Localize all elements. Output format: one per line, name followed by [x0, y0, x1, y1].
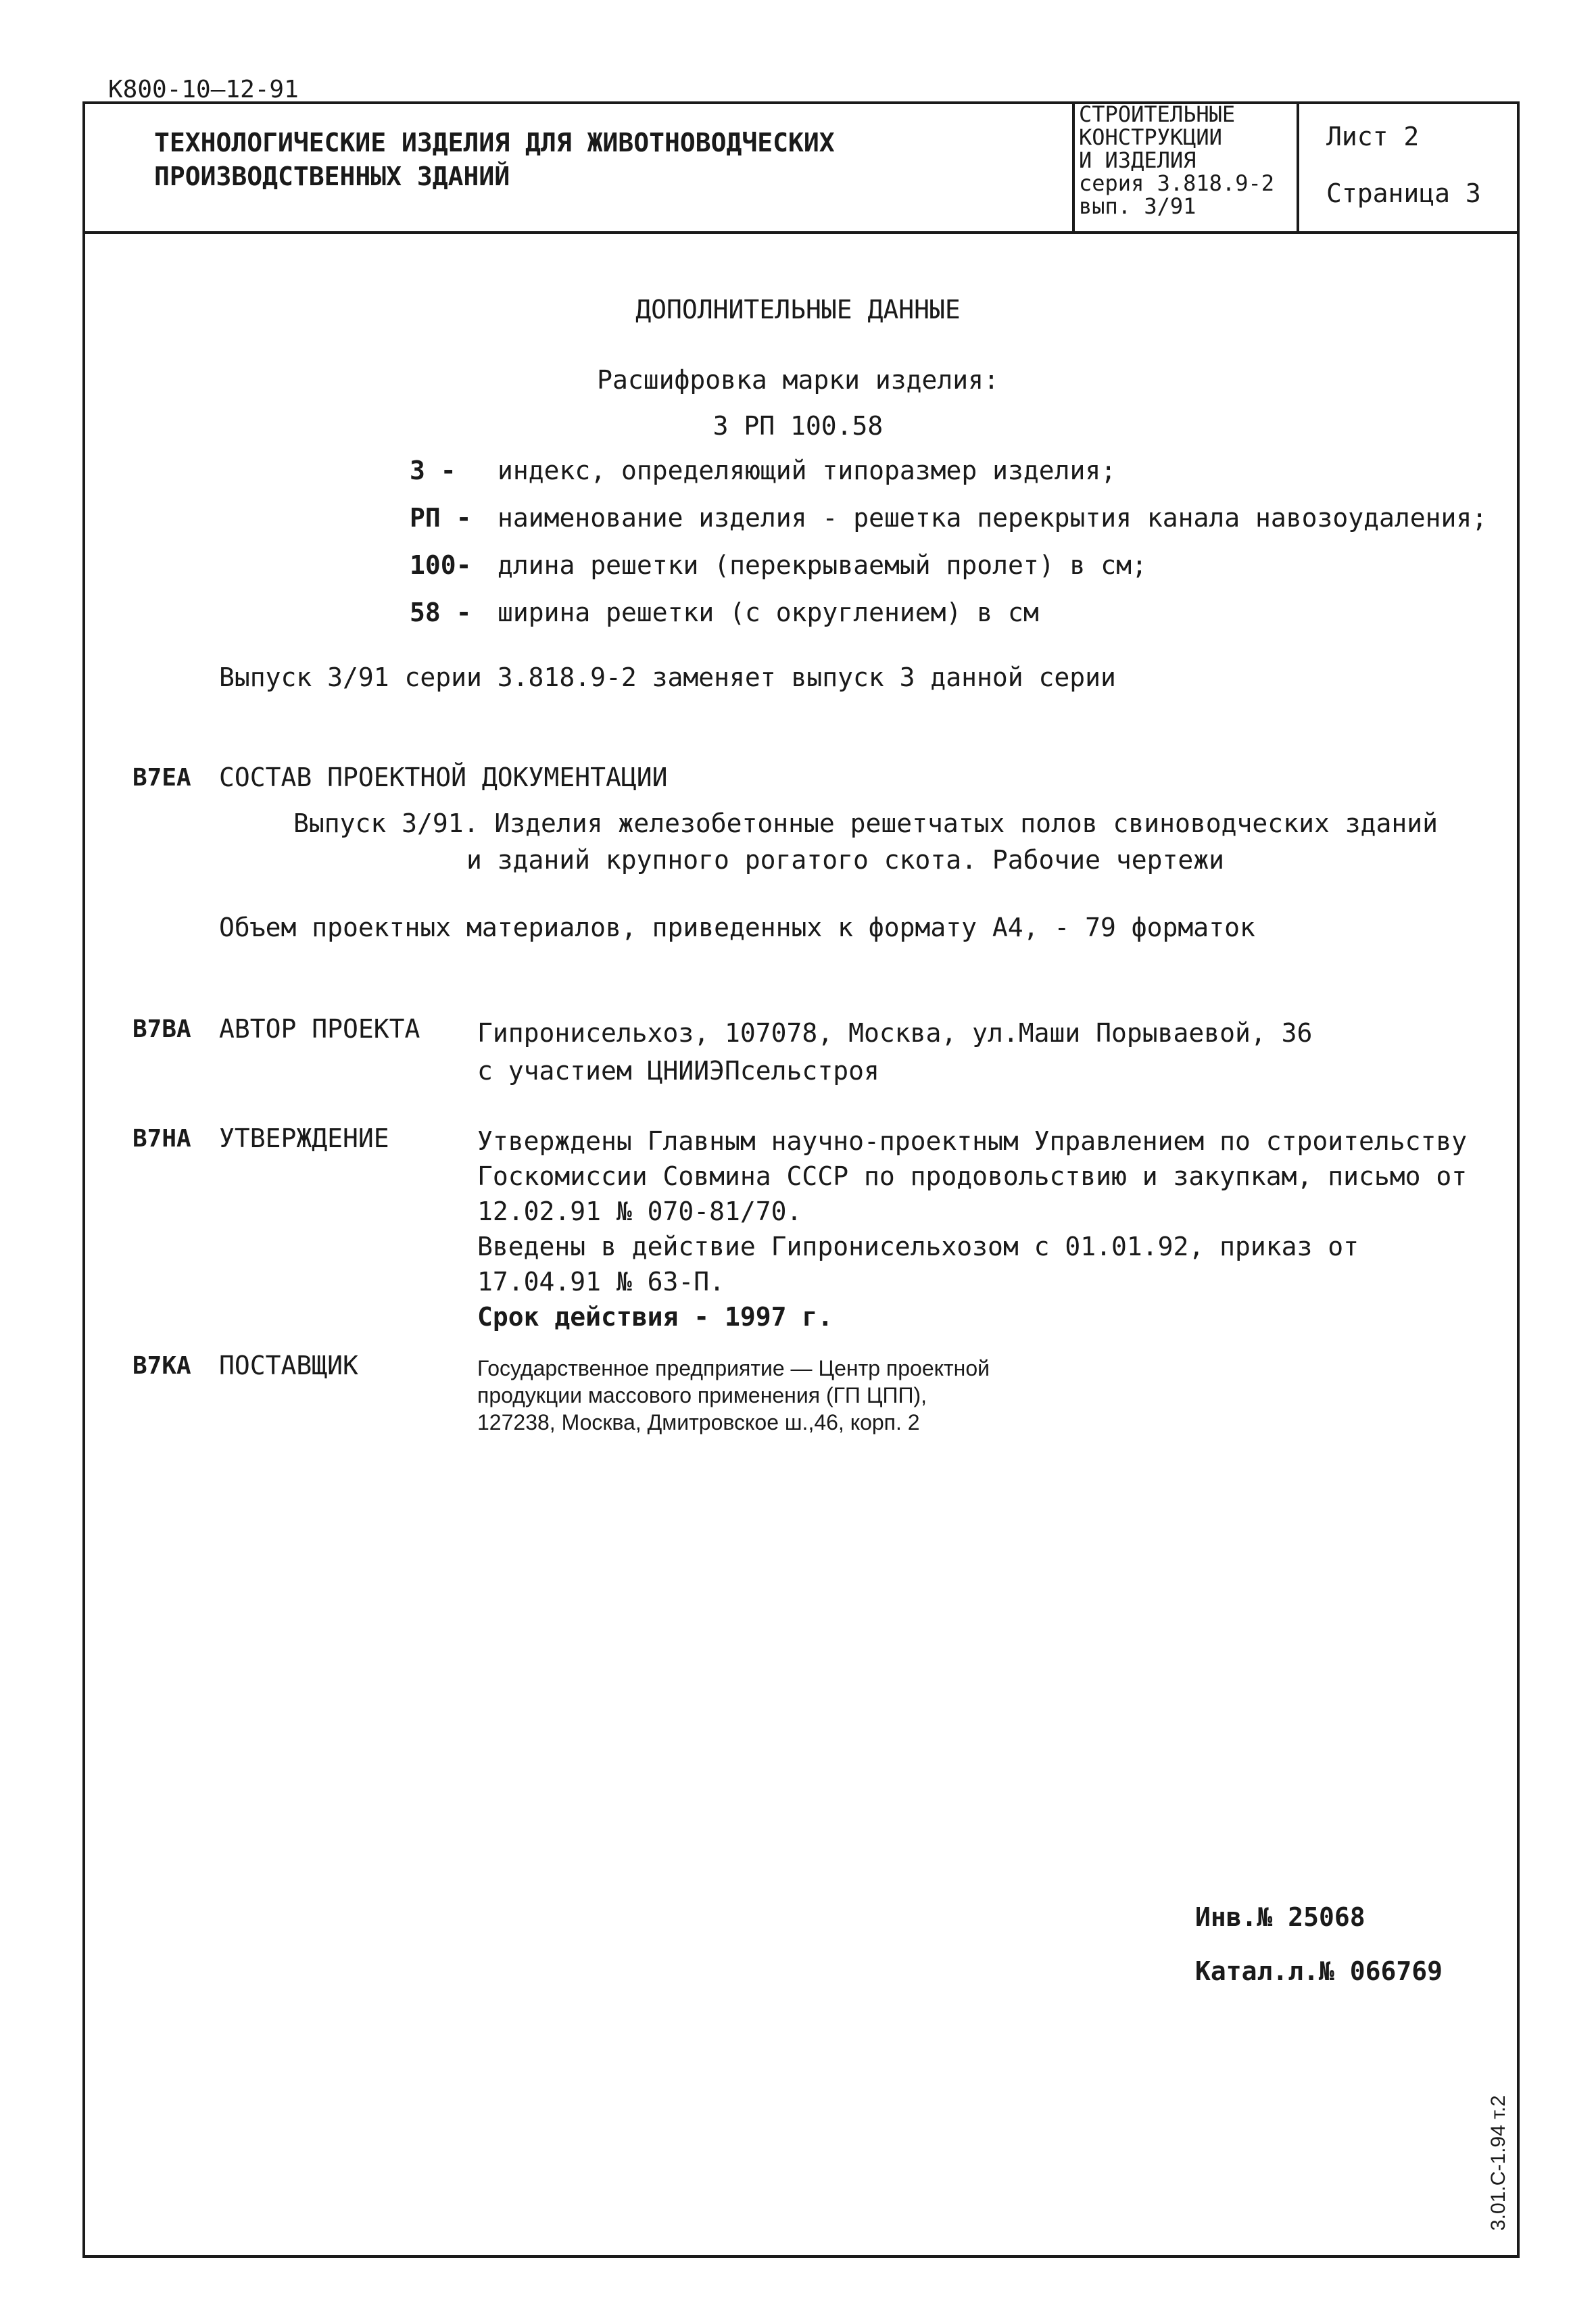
side-code: 3.01.С-1.94 т.2	[1487, 2095, 1509, 2231]
decode-title: Расшифровка марки изделия:	[597, 365, 999, 395]
decode-item	[410, 454, 1487, 502]
author-line2: с участием ЦНИИЭПсельстроя	[477, 1056, 879, 1086]
decode-mark: 3 РП 100.58	[712, 411, 884, 441]
decode-item	[410, 549, 1487, 596]
decode-item	[410, 596, 1487, 644]
decode-list	[410, 454, 1487, 644]
composition-title: СОСТАВ ПРОЕКТНОЙ ДОКУМЕНТАЦИИ	[219, 763, 668, 792]
page-number: Страница 3	[1326, 178, 1481, 208]
supplier-text	[477, 1355, 990, 1436]
decode-code: 58 -	[410, 598, 472, 627]
stamp-line3: И ИЗДЕЛИЯ	[1079, 147, 1196, 173]
decode-text: индекс, определяющий типоразмер изделия;	[498, 456, 1117, 485]
header-title	[154, 126, 835, 193]
author-line1: Гипронисельхоз, 107078, Москва, ул.Маши Порываевой, 36	[477, 1018, 1313, 1048]
approval-line2: Госкомиссии Совмина СССР по продовольствию и закупкам, письмо от	[477, 1161, 1468, 1191]
approval-line4: Введены в действие Гипронисельхозом с 01.01.92, приказ от	[477, 1232, 1359, 1261]
section-title: ДОПОЛНИТЕЛЬНЫЕ ДАННЫЕ	[635, 295, 961, 324]
supplier-line2: продукции массового применения (ГП ЦПП),	[477, 1383, 927, 1407]
series-stamp	[1079, 103, 1274, 218]
supplier-line3: 127238, Москва, Дмитровское ш.,46, корп. 2	[477, 1410, 920, 1434]
header-title-line1: ТЕХНОЛОГИЧЕСКИЕ ИЗДЕЛИЯ ДЛЯ ЖИВОТНОВОДЧЕСКИХ	[154, 128, 835, 158]
stamp-line2: КОНСТРУКЦИИ	[1079, 124, 1222, 150]
composition-code: В7ЕА	[132, 764, 191, 792]
supplier-line1: Государственное предприятие — Центр проектной	[477, 1356, 990, 1380]
header-divider-left	[1072, 101, 1075, 233]
supplier-code: В7КА	[132, 1352, 191, 1380]
header-divider-right	[1297, 101, 1299, 233]
stamp-line5: вып. 3/91	[1079, 193, 1196, 219]
decode-code: 3 -	[410, 456, 456, 485]
replace-note: Выпуск 3/91 серии 3.818.9-2 заменяет выпуск 3 данной серии	[219, 662, 1116, 692]
stamp-line4: серия 3.818.9-2	[1079, 170, 1274, 196]
inventory-number: Инв.№ 25068	[1195, 1902, 1365, 1932]
author-title: АВТОР ПРОЕКТА	[219, 1014, 420, 1044]
doc-code: К800-10—12-91	[108, 76, 299, 103]
decode-code: 100-	[410, 550, 472, 580]
approval-title: УТВЕРЖДЕНИЕ	[219, 1124, 389, 1153]
decode-text: ширина решетки (с округлением) в см	[498, 598, 1039, 627]
approval-line1: Утверждены Главным научно-проектным Управлением по строительству	[477, 1126, 1468, 1156]
decode-text: наименование изделия - решетка перекрытия канала навозоудаления;	[498, 503, 1488, 533]
composition-line2: и зданий крупного рогатого скота. Рабочие чертежи	[466, 845, 1225, 875]
approval-line3: 12.02.91 № 070-81/70.	[477, 1197, 802, 1226]
supplier-title: ПОСТАВЩИК	[219, 1351, 358, 1380]
approval-line6: Срок действия - 1997 г.	[477, 1302, 833, 1332]
approval-text	[477, 1124, 1467, 1334]
approval-code: В7НА	[132, 1125, 191, 1153]
author-code: В7ВА	[132, 1015, 191, 1043]
sheet-number: Лист 2	[1326, 122, 1420, 151]
approval-line5: 17.04.91 № 63-П.	[477, 1267, 725, 1297]
decode-text: длина решетки (перекрываемый пролет) в см;	[498, 550, 1147, 580]
stamp-line1: СТРОИТЕЛЬНЫЕ	[1079, 101, 1236, 127]
composition-line1: Выпуск 3/91. Изделия железобетонные решетчатых полов свиноводческих зданий	[293, 809, 1438, 838]
decode-item	[410, 502, 1487, 549]
decode-code: РП -	[410, 503, 472, 533]
author-text	[477, 1014, 1312, 1090]
header-divider	[82, 231, 1520, 234]
header-title-line2: ПРОИЗВОДСТВЕННЫХ ЗДАНИЙ	[154, 162, 510, 191]
catalog-number: Катал.л.№ 066769	[1195, 1956, 1443, 1986]
composition-volume: Объем проектных материалов, приведенных к формату А4, - 79 форматок	[219, 913, 1255, 942]
